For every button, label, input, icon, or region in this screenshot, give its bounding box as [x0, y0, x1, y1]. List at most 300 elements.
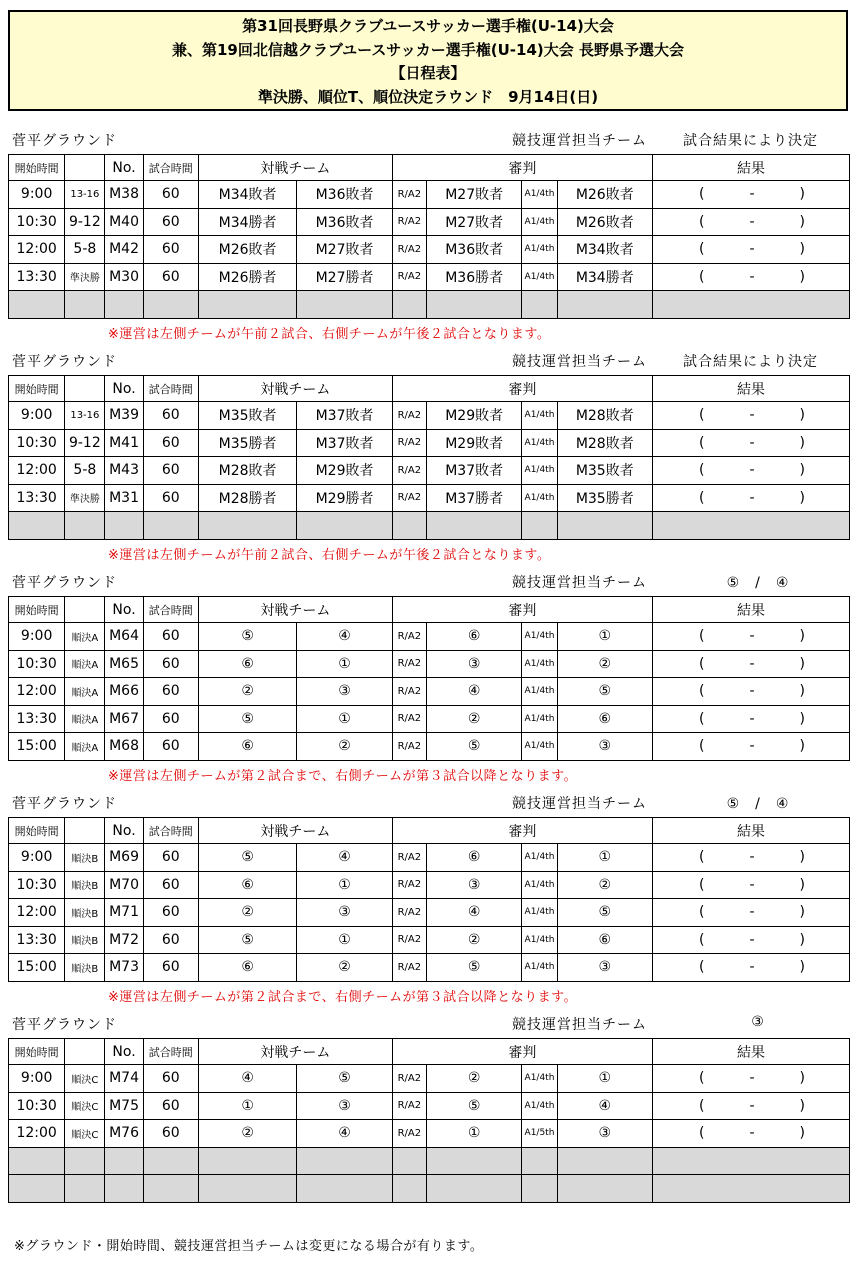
- referee-team: ①: [426, 1120, 521, 1148]
- operations-note: ※運営は左側チームが第２試合まで、右側チームが第３試合以降となります。: [108, 989, 578, 1005]
- teams-header: 対戦チーム: [198, 818, 392, 844]
- referee-header: 審判: [392, 597, 652, 623]
- empty-cell: [105, 512, 143, 540]
- assistant-role-label: A1/4th: [522, 484, 557, 512]
- result-cell: [653, 733, 850, 761]
- result-close: ): [799, 241, 805, 258]
- referee-header: 審判: [392, 376, 652, 402]
- start-time: 12:00: [9, 678, 65, 706]
- empty-cell: [198, 1147, 296, 1175]
- start-time: 15:00: [9, 733, 65, 761]
- empty-cell: [105, 291, 143, 319]
- result-open: (: [699, 710, 705, 727]
- result-cell: [653, 484, 850, 512]
- result-dash: -: [749, 213, 755, 230]
- management-team-label: 競技運営担当チーム: [512, 796, 647, 812]
- empty-cell: [9, 291, 65, 319]
- section-header: [8, 349, 850, 371]
- result-open: (: [699, 959, 705, 976]
- referee-role-label: R/A2: [392, 457, 426, 485]
- section-header: [8, 791, 850, 813]
- operations-note: ※運営は左側チームが午前２試合、右側チームが午後２試合となります。: [108, 547, 551, 563]
- result-dash: -: [749, 931, 755, 948]
- result-open: (: [699, 655, 705, 672]
- start-time-header: 開始時間: [9, 597, 65, 623]
- referee-role-label: R/A2: [392, 650, 426, 678]
- result-cell: [653, 623, 850, 651]
- table-row: [9, 899, 850, 927]
- management-team-value: 試合結果により決定: [683, 354, 818, 370]
- empty-cell: [392, 1175, 426, 1203]
- result-dash: -: [749, 904, 755, 921]
- assistant-team: M28敗者: [557, 402, 652, 430]
- result-open: (: [699, 268, 705, 285]
- result-close: ): [799, 738, 805, 755]
- result-close: ): [799, 628, 805, 645]
- round-label: 5-8: [65, 457, 105, 485]
- ground-name: 菅平グラウンド: [12, 796, 117, 812]
- duration-header: 試合時間: [143, 155, 198, 181]
- referee-header: 審判: [392, 818, 652, 844]
- result-close: ): [799, 959, 805, 976]
- assistant-team: ①: [557, 844, 652, 872]
- team-b: M29勝者: [297, 484, 392, 512]
- empty-cell: [522, 512, 557, 540]
- round-label: 順決B: [65, 926, 105, 954]
- assistant-role-label: A1/4th: [522, 623, 557, 651]
- table-row: [9, 181, 850, 209]
- match-no: M43: [105, 457, 143, 485]
- referee-role-label: R/A2: [392, 1092, 426, 1120]
- footer-note: ※グラウンド・開始時間、競技運営担当チームは変更になる場合が有ります。: [14, 1239, 484, 1254]
- table-row: [9, 871, 850, 899]
- start-time-header: 開始時間: [9, 376, 65, 402]
- referee-team: ⑥: [426, 623, 521, 651]
- empty-cell: [65, 291, 105, 319]
- team-b: M27勝者: [297, 263, 392, 291]
- result-close: ): [799, 213, 805, 230]
- table-header-row: [9, 818, 850, 844]
- empty-cell: [392, 1147, 426, 1175]
- empty-cell: [653, 1147, 850, 1175]
- result-open: (: [699, 876, 705, 893]
- management-team-label: 競技運営担当チーム: [512, 1017, 647, 1033]
- team-b: ②: [297, 733, 392, 761]
- team-a: M28勝者: [198, 484, 296, 512]
- management-team-value: ⑤ / ④: [726, 796, 790, 812]
- assistant-team: ②: [557, 650, 652, 678]
- match-no: M71: [105, 899, 143, 927]
- schedule-table: [8, 596, 850, 761]
- referee-role-label: R/A2: [392, 623, 426, 651]
- result-close: ): [799, 1125, 805, 1142]
- start-time: 12:00: [9, 457, 65, 485]
- schedule-table: [8, 817, 850, 982]
- empty-cell: [9, 1175, 65, 1203]
- result-open: (: [699, 213, 705, 230]
- duration: 60: [143, 705, 198, 733]
- match-no: M70: [105, 871, 143, 899]
- round-label: 順決A: [65, 623, 105, 651]
- result-cell: [653, 871, 850, 899]
- start-time: 12:00: [9, 236, 65, 264]
- duration: 60: [143, 844, 198, 872]
- assistant-team: ⑤: [557, 678, 652, 706]
- referee-team: ②: [426, 1065, 521, 1093]
- document-header: [8, 10, 848, 111]
- match-no-header: No.: [105, 376, 143, 402]
- schedule-table: [8, 1038, 850, 1203]
- round-header: [65, 1039, 105, 1065]
- result-close: ): [799, 710, 805, 727]
- result-dash: -: [749, 1070, 755, 1087]
- assistant-role-label: A1/4th: [522, 208, 557, 236]
- table-row: [9, 1092, 850, 1120]
- result-open: (: [699, 1125, 705, 1142]
- referee-role-label: R/A2: [392, 181, 426, 209]
- start-time: 10:30: [9, 871, 65, 899]
- duration-header: 試合時間: [143, 818, 198, 844]
- round-header: [65, 155, 105, 181]
- assistant-role-label: A1/4th: [522, 844, 557, 872]
- referee-role-label: R/A2: [392, 899, 426, 927]
- result-cell: [653, 263, 850, 291]
- teams-header: 対戦チーム: [198, 597, 392, 623]
- match-no: M42: [105, 236, 143, 264]
- start-time-header: 開始時間: [9, 1039, 65, 1065]
- empty-cell: [9, 512, 65, 540]
- ground-name: 菅平グラウンド: [12, 133, 117, 149]
- result-close: ): [799, 904, 805, 921]
- round-label: 9-12: [65, 208, 105, 236]
- result-open: (: [699, 931, 705, 948]
- team-b: ⑤: [297, 1065, 392, 1093]
- team-b: ③: [297, 678, 392, 706]
- empty-cell: [143, 1175, 198, 1203]
- team-b: M37敗者: [297, 429, 392, 457]
- result-cell: [653, 457, 850, 485]
- referee-team: ④: [426, 678, 521, 706]
- result-cell: [653, 1065, 850, 1093]
- result-open: (: [699, 241, 705, 258]
- result-close: ): [799, 1070, 805, 1087]
- table-row: [9, 623, 850, 651]
- assistant-role-label: A1/4th: [522, 263, 557, 291]
- section-header: [8, 570, 850, 592]
- empty-cell: [426, 512, 521, 540]
- duration: 60: [143, 1092, 198, 1120]
- duration: 60: [143, 263, 198, 291]
- referee-role-label: R/A2: [392, 954, 426, 982]
- tournament-subtitle: 兼、第19回北信越クラブユースサッカー選手権(U-14)大会 長野県予選大会: [172, 40, 684, 59]
- empty-cell: [143, 1147, 198, 1175]
- start-time: 15:00: [9, 954, 65, 982]
- team-a: ①: [198, 1092, 296, 1120]
- empty-cell: [426, 291, 521, 319]
- assistant-team: ③: [557, 733, 652, 761]
- team-a: M35勝者: [198, 429, 296, 457]
- result-header: 結果: [653, 376, 850, 402]
- assistant-role-label: A1/4th: [522, 678, 557, 706]
- team-b: ③: [297, 1092, 392, 1120]
- referee-role-label: R/A2: [392, 678, 426, 706]
- management-team-value: ③: [751, 1014, 765, 1030]
- team-a: M34勝者: [198, 208, 296, 236]
- start-time: 10:30: [9, 208, 65, 236]
- referee-role-label: R/A2: [392, 844, 426, 872]
- empty-cell: [65, 1147, 105, 1175]
- result-cell: [653, 705, 850, 733]
- match-no: M31: [105, 484, 143, 512]
- empty-row: [9, 1175, 850, 1203]
- match-no-header: No.: [105, 1039, 143, 1065]
- referee-role-label: R/A2: [392, 236, 426, 264]
- round-label: 順決C: [65, 1092, 105, 1120]
- round-label: 順決A: [65, 678, 105, 706]
- assistant-team: M26敗者: [557, 181, 652, 209]
- assistant-team: M34勝者: [557, 263, 652, 291]
- round-label: 準決勝: [65, 263, 105, 291]
- round-label: 順決A: [65, 705, 105, 733]
- management-team-label: 競技運営担当チーム: [512, 575, 647, 591]
- start-time: 10:30: [9, 1092, 65, 1120]
- duration: 60: [143, 926, 198, 954]
- round-header: [65, 376, 105, 402]
- match-no: M68: [105, 733, 143, 761]
- referee-team: ⑤: [426, 1092, 521, 1120]
- round-label: 順決C: [65, 1120, 105, 1148]
- assistant-team: ⑤: [557, 899, 652, 927]
- assistant-role-label: A1/4th: [522, 457, 557, 485]
- empty-cell: [143, 291, 198, 319]
- result-cell: [653, 844, 850, 872]
- team-a: ⑤: [198, 844, 296, 872]
- referee-role-label: R/A2: [392, 1065, 426, 1093]
- result-dash: -: [749, 876, 755, 893]
- empty-row: [9, 291, 850, 319]
- result-dash: -: [749, 628, 755, 645]
- referee-team: M27敗者: [426, 181, 521, 209]
- team-a: ⑥: [198, 871, 296, 899]
- result-close: ): [799, 186, 805, 203]
- result-cell: [653, 678, 850, 706]
- match-no: M69: [105, 844, 143, 872]
- result-dash: -: [749, 959, 755, 976]
- result-open: (: [699, 1070, 705, 1087]
- ground-name: 菅平グラウンド: [12, 354, 117, 370]
- assistant-team: M35勝者: [557, 484, 652, 512]
- teams-header: 対戦チーム: [198, 1039, 392, 1065]
- assistant-team: M35敗者: [557, 457, 652, 485]
- empty-cell: [653, 291, 850, 319]
- round-label: 9-12: [65, 429, 105, 457]
- assistant-role-label: A1/4th: [522, 402, 557, 430]
- assistant-role-label: A1/4th: [522, 926, 557, 954]
- result-cell: [653, 402, 850, 430]
- referee-team: ③: [426, 871, 521, 899]
- result-dash: -: [749, 462, 755, 479]
- result-close: ): [799, 268, 805, 285]
- section-header: [8, 128, 850, 150]
- teams-header: 対戦チーム: [198, 155, 392, 181]
- result-open: (: [699, 434, 705, 451]
- team-a: ②: [198, 678, 296, 706]
- referee-role-label: R/A2: [392, 705, 426, 733]
- result-close: ): [799, 683, 805, 700]
- start-time: 12:00: [9, 899, 65, 927]
- team-b: M29敗者: [297, 457, 392, 485]
- match-no: M73: [105, 954, 143, 982]
- start-time: 9:00: [9, 1065, 65, 1093]
- assistant-role-label: A1/4th: [522, 650, 557, 678]
- operations-note: ※運営は左側チームが午前２試合、右側チームが午後２試合となります。: [108, 326, 551, 342]
- team-b: ③: [297, 899, 392, 927]
- table-header-row: [9, 1039, 850, 1065]
- round-label: 順決C: [65, 1065, 105, 1093]
- assistant-team: M28敗者: [557, 429, 652, 457]
- team-b: M37敗者: [297, 402, 392, 430]
- start-time: 13:30: [9, 484, 65, 512]
- referee-team: M29敗者: [426, 402, 521, 430]
- team-b: ①: [297, 926, 392, 954]
- round-label: 順決A: [65, 733, 105, 761]
- table-row: [9, 457, 850, 485]
- referee-team: M37勝者: [426, 484, 521, 512]
- round-date: 準決勝、順位T、順位決定ラウンド 9月14日(日): [257, 87, 599, 106]
- result-cell: [653, 1092, 850, 1120]
- empty-cell: [522, 1147, 557, 1175]
- result-dash: -: [749, 849, 755, 866]
- result-dash: -: [749, 655, 755, 672]
- empty-cell: [426, 1147, 521, 1175]
- result-cell: [653, 429, 850, 457]
- start-time-header: 開始時間: [9, 818, 65, 844]
- result-open: (: [699, 683, 705, 700]
- empty-cell: [143, 512, 198, 540]
- duration-header: 試合時間: [143, 376, 198, 402]
- empty-cell: [297, 291, 392, 319]
- referee-team: ②: [426, 705, 521, 733]
- empty-cell: [557, 1147, 652, 1175]
- result-dash: -: [749, 683, 755, 700]
- round-label: 順決B: [65, 899, 105, 927]
- section-header: [8, 1012, 850, 1034]
- team-a: M26勝者: [198, 263, 296, 291]
- table-header-row: [9, 376, 850, 402]
- round-header: [65, 597, 105, 623]
- round-label: 順決A: [65, 650, 105, 678]
- referee-team: ⑤: [426, 733, 521, 761]
- table-row: [9, 1120, 850, 1148]
- result-close: ): [799, 849, 805, 866]
- management-team-label: 競技運営担当チーム: [512, 354, 647, 370]
- table-row: [9, 1065, 850, 1093]
- result-cell: [653, 236, 850, 264]
- result-header: 結果: [653, 818, 850, 844]
- match-no-header: No.: [105, 818, 143, 844]
- empty-cell: [105, 1175, 143, 1203]
- round-label: 順決B: [65, 871, 105, 899]
- match-no: M30: [105, 263, 143, 291]
- result-close: ): [799, 876, 805, 893]
- ground-name: 菅平グラウンド: [12, 1017, 117, 1033]
- team-a: ④: [198, 1065, 296, 1093]
- result-cell: [653, 954, 850, 982]
- empty-cell: [522, 1175, 557, 1203]
- empty-cell: [9, 1147, 65, 1175]
- match-no: M40: [105, 208, 143, 236]
- result-close: ): [799, 1097, 805, 1114]
- assistant-team: ①: [557, 623, 652, 651]
- result-cell: [653, 181, 850, 209]
- referee-role-label: R/A2: [392, 402, 426, 430]
- match-no-header: No.: [105, 597, 143, 623]
- match-no: M39: [105, 402, 143, 430]
- empty-cell: [198, 291, 296, 319]
- team-b: ①: [297, 871, 392, 899]
- result-dash: -: [749, 489, 755, 506]
- result-dash: -: [749, 186, 755, 203]
- referee-team: ②: [426, 926, 521, 954]
- start-time: 10:30: [9, 650, 65, 678]
- team-b: ①: [297, 650, 392, 678]
- result-open: (: [699, 407, 705, 424]
- empty-cell: [522, 291, 557, 319]
- start-time: 13:30: [9, 705, 65, 733]
- assistant-role-label: A1/4th: [522, 429, 557, 457]
- round-label: 13-16: [65, 402, 105, 430]
- team-a: ⑤: [198, 623, 296, 651]
- referee-role-label: R/A2: [392, 926, 426, 954]
- management-team-label: 競技運営担当チーム: [512, 133, 647, 149]
- assistant-team: M26敗者: [557, 208, 652, 236]
- empty-cell: [297, 1175, 392, 1203]
- assistant-team: ③: [557, 954, 652, 982]
- duration: 60: [143, 208, 198, 236]
- assistant-team: ②: [557, 871, 652, 899]
- result-header: 結果: [653, 597, 850, 623]
- result-open: (: [699, 186, 705, 203]
- table-header-row: [9, 597, 850, 623]
- team-a: M34敗者: [198, 181, 296, 209]
- assistant-role-label: A1/4th: [522, 1065, 557, 1093]
- result-close: ): [799, 434, 805, 451]
- result-dash: -: [749, 407, 755, 424]
- round-header: [65, 818, 105, 844]
- duration: 60: [143, 1120, 198, 1148]
- referee-role-label: R/A2: [392, 429, 426, 457]
- assistant-team: ④: [557, 1092, 652, 1120]
- result-dash: -: [749, 434, 755, 451]
- empty-cell: [392, 512, 426, 540]
- table-row: [9, 954, 850, 982]
- team-a: ②: [198, 1120, 296, 1148]
- team-a: ②: [198, 899, 296, 927]
- duration: 60: [143, 429, 198, 457]
- assistant-team: ③: [557, 1120, 652, 1148]
- schedule-table: [8, 375, 850, 540]
- referee-team: M37敗者: [426, 457, 521, 485]
- team-b: ④: [297, 623, 392, 651]
- referee-header: 審判: [392, 155, 652, 181]
- referee-role-label: R/A2: [392, 1120, 426, 1148]
- result-close: ): [799, 655, 805, 672]
- result-open: (: [699, 628, 705, 645]
- team-a: ⑥: [198, 954, 296, 982]
- referee-role-label: R/A2: [392, 208, 426, 236]
- table-row: [9, 733, 850, 761]
- assistant-role-label: A1/4th: [522, 236, 557, 264]
